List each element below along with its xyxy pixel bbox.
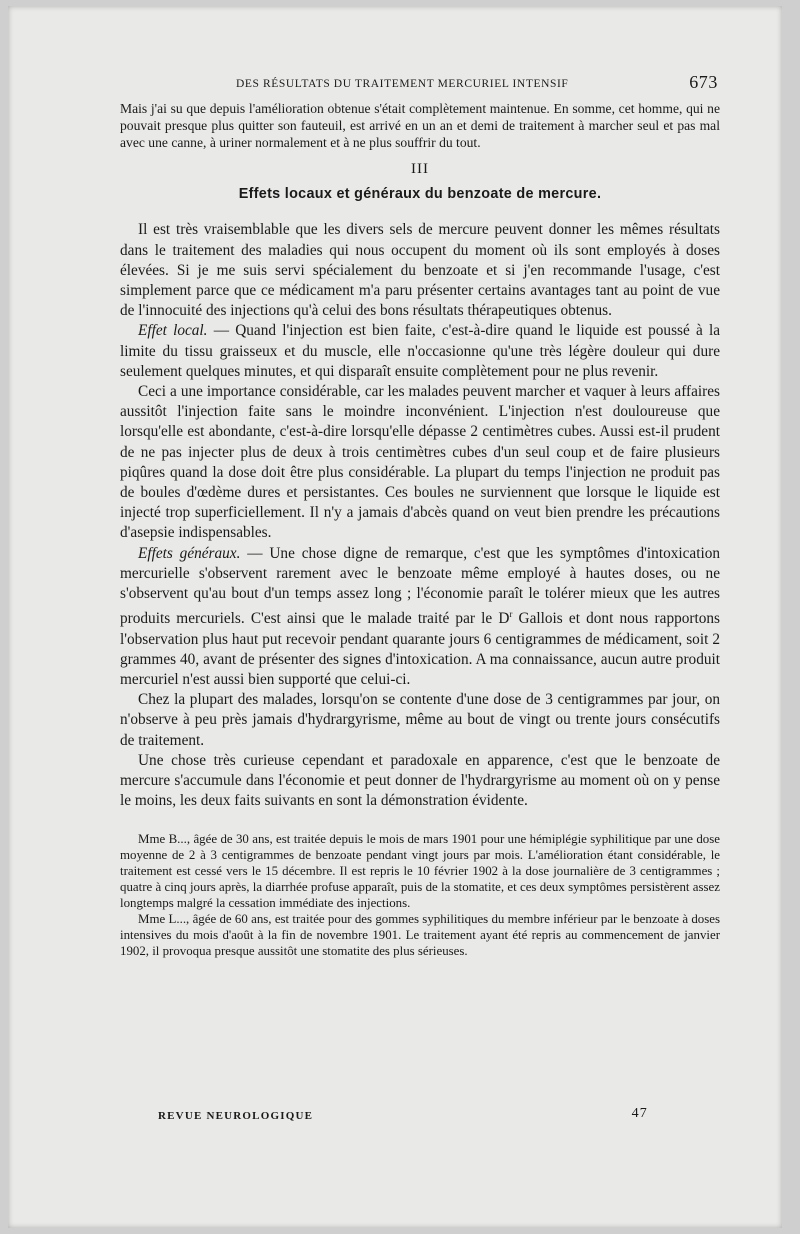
page-footer — [158, 1108, 648, 1126]
paragraph-local-effect — [120, 321, 720, 382]
general-effects-text-b: Gallois et dont nous rapportons l'observation plus haut put recevoir pendant quarante jours 6 centigrammes de médicament, soit 2 grammes 40, avant de présenter des signes d'intoxication. A ma connaissance, aucun autre produit mercuriel n'est aussi bien supporté que celui-ci. — [120, 610, 720, 688]
intro-paragraph: Mais j'ai su que depuis l'amélioration obtenue s'était complètement maintenue. En somme, cet homme, qui ne pouvait presque plus quitter son fauteuil, est arrivé en un an et demi de traitement à marcher seul et pas mal avec une canne, à uriner normalement et à ne plus souffrir du tout. — [120, 101, 720, 150]
general-effects-label: Effets généraux. — [138, 544, 241, 562]
local-effect-text: — Quand l'injection est bien faite, c'est-à-dire quand le liquide est poussé à la limite du tissu graisseux et du muscle, elle n'occasionne qu'une très légère douleur qui dure seulement quelques minutes, et qui disparaît ensuite complètement pour ne plus revenir. — [120, 322, 721, 380]
section-title: Effets locaux et généraux du benzoate de mercure. — [238, 186, 602, 203]
document-page — [8, 6, 782, 1228]
page-body — [120, 101, 720, 959]
paragraph-general-effects — [120, 544, 720, 691]
page-number: 673 — [689, 72, 718, 92]
section-number: III — [411, 161, 429, 178]
paragraph-dose-tolerance: Chez la plupart des malades, lorsqu'on se contente d'une dose de 3 centigrammes par jour, on n'observe à peu près jamais d'hydrargyrisme, même au bout de vingt ou trente jours consécutifs de traitement. — [120, 691, 720, 749]
local-effect-label: Effet local. — [138, 322, 208, 340]
doctor-superscript: r — [509, 609, 513, 620]
paragraph-injection-details: Ceci a une importance considérable, car les malades peuvent marcher et vaquer à leurs affaires aussitôt l'injection faite sans le moindre inconvénient. L'injection n'est douloureuse que lorsqu'elle est abondante, c'est-à-dire lorsqu'elle dépasse 2 centimètres cubes. Aussi est-il prudent de ne pas injecter plus de deux à trois centimètres cubes d'un seul coup et de faire plusieurs piqûres quand la dose doit être plus considérable. La plupart du temps l'injection ne produit pas de boules d'œdème dures et persistantes. Ces boules ne surviennent que lorsque le liquide est injecté trop superficiellement. Il n'y a jamais d'abcès quand on veut bien prendre les précautions d'asepsie indispensables. — [120, 383, 720, 542]
running-header — [108, 72, 718, 96]
case-note-mme-b: Mme B..., âgée de 30 ans, est traitée depuis le mois de mars 1901 pour une hémiplégie syphilitique par une dose moyenne de 2 à 3 centigrammes de benzoate pendant vingt jours par mois. L'amélioration étant considérable, le traitement est cessé vers le 15 décembre. Il est repris le 10 février 1902 à la dose journalière de 3 centigrammes ; quatre à cinq jours après, la diarrhée profuse apparaît, puis de la stomatite, et ces deux symptômes persistèrent assez longtemps malgré la cessation immédiate des injections. — [120, 832, 720, 911]
paragraph-accumulation: Une chose très curieuse cependant et paradoxale en apparence, c'est que le benzoate de mercure s'accumule dans l'économie et peut donner de l'hydrargyrisme au moment où on y pense le moins, les deux faits suivants en sont la démonstration évidente. — [120, 751, 720, 810]
general-effects-text-a: — Une chose digne de remarque, c'est que les symptômes d'intoxication mercurielle s'observent rarement avec le benzoate même employé à hautes doses, ou ne s'observent qu'au bout d'un temps assez long ; l'économie paraît le tolérer mieux que les autres produits mercuriels. C'est ainsi que le malade traité par le D — [120, 544, 720, 628]
case-note-mme-l: Mme L..., âgée de 60 ans, est traitée pour des gommes syphilitiques du membre inférieur par le benzoate à doses intensives du mois d'août à la fin de novembre 1901. Le traitement ayant été repris au commencement de janvier 1902, il provoqua presque aussitôt une stomatite des plus sérieuses. — [120, 912, 720, 959]
signature-mark: 47 — [631, 1106, 648, 1121]
running-title: DES RÉSULTATS DU TRAITEMENT MERCURIEL INTENSIF — [236, 78, 569, 90]
paragraph-intro-benzoate: Il est très vraisemblable que les divers sels de mercure peuvent donner les mêmes résultats dans le traitement des maladies qui nous occupent du moment où ils sont employés à doses élevées. Si je me suis servi spécialement du benzoate et si j'en recommande l'usage, c'est simplement parce que ce médicament m'a paru présenter certains avantages tant au point de vue de l'innocuité des injections qu'à celui des bons résultats thérapeutiques obtenus. — [120, 221, 720, 320]
journal-name: REVUE NEUROLOGIQUE — [158, 1110, 314, 1122]
